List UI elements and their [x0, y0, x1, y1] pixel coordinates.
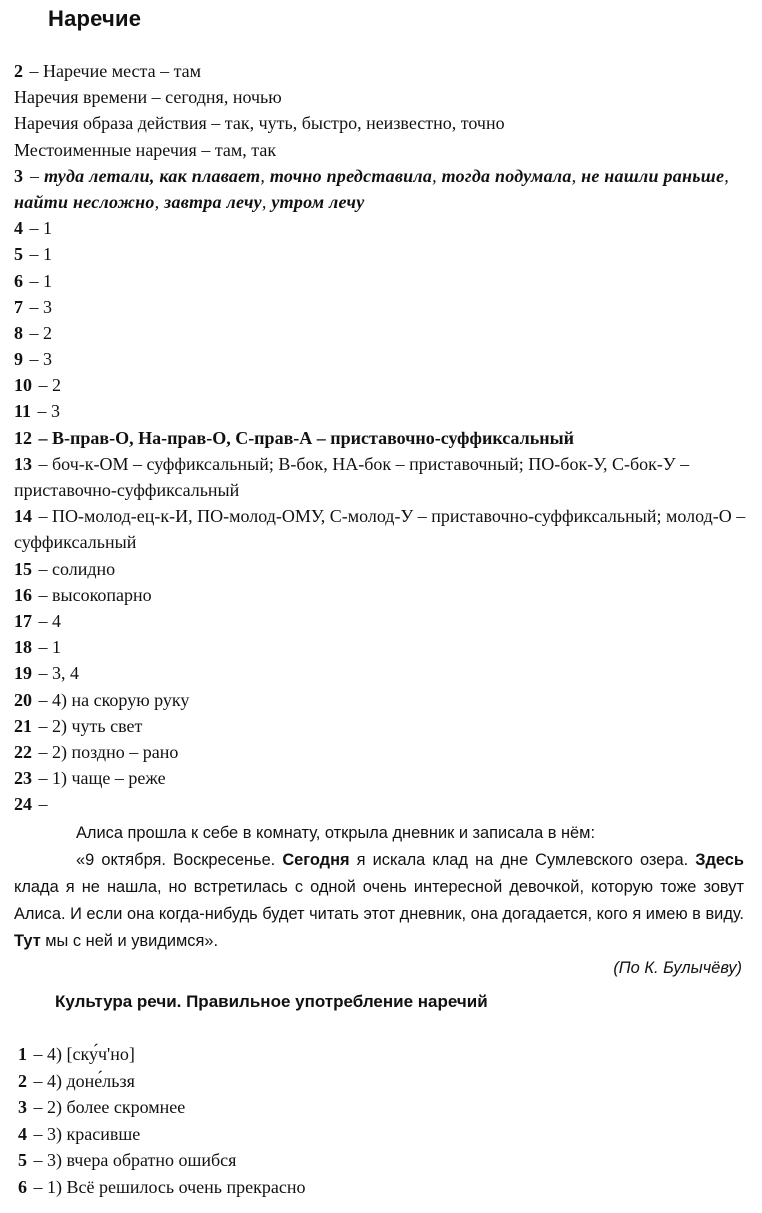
- answer-separator: –: [33, 401, 52, 422]
- answer-number: 2: [14, 61, 23, 81]
- answer-number: 1: [18, 1044, 27, 1064]
- answer-text: 3: [43, 296, 52, 317]
- answer-line: [14, 608, 748, 634]
- answer-separator: –: [25, 61, 43, 81]
- answer-number: 14: [14, 506, 32, 527]
- answer-text: 1: [43, 218, 52, 239]
- answer-line: [14, 687, 748, 713]
- answer-separator: –: [34, 611, 52, 632]
- answer-separator: –: [34, 715, 52, 736]
- answer-number: 11: [14, 401, 32, 422]
- answer-separator: –: [29, 1044, 47, 1064]
- answer-line: [14, 556, 748, 582]
- answer-text: 1: [43, 244, 52, 265]
- answer-separator: –: [34, 584, 52, 605]
- answer-line: [18, 1041, 738, 1068]
- page-title: Наречие: [48, 6, 142, 31]
- answer-separator: –: [25, 322, 43, 343]
- answer-text: Наречия времени – сегодня, ночью: [14, 87, 282, 108]
- answer-number: 19: [14, 663, 32, 684]
- answer-line: [14, 110, 748, 136]
- answer-number: 24: [14, 794, 32, 815]
- excerpt-highlight: Тут: [14, 932, 41, 950]
- answer-number: 6: [18, 1176, 27, 1197]
- answer-number: 5: [18, 1150, 27, 1170]
- answer-separator: –: [34, 794, 48, 815]
- answer-line: [18, 1121, 738, 1148]
- answer-separator: –: [34, 558, 52, 579]
- answer-text: высокопарно: [52, 584, 152, 605]
- answer-text: 1: [43, 270, 52, 291]
- answer-line: [14, 241, 748, 267]
- answers-list: [14, 58, 748, 818]
- answer-separator: –: [29, 1123, 47, 1144]
- answer-line: [18, 1068, 738, 1095]
- answer-line: [14, 346, 748, 372]
- answer-text: 4: [52, 611, 61, 632]
- answer-separator: –: [25, 296, 43, 317]
- phrase-3: точно представила: [269, 165, 433, 186]
- answer-text: 2) более скромнее: [47, 1097, 186, 1117]
- excerpt-paragraph: Алиса прошла к себе в комнату, открыла дневник и записала в нём:: [76, 824, 595, 842]
- answer-line: [14, 791, 748, 817]
- comma: ,: [260, 165, 270, 186]
- excerpt-paragraph: [14, 847, 744, 955]
- excerpt-text: «9 октября. Воскресенье.: [76, 851, 283, 869]
- answer-number: 18: [14, 637, 32, 658]
- answer-separator: –: [34, 689, 52, 710]
- answer-line: [14, 58, 748, 84]
- excerpt-highlight: Здесь: [695, 851, 744, 869]
- answer-text: ПО-молод-ец-к-И, ПО-молод-ОМУ, С-молод-У – приставочно-суффиксальный; молод-О – суффиксальный: [14, 506, 746, 553]
- answer-number: 12: [14, 427, 32, 448]
- excerpt-author: (По К. Булычёву): [613, 959, 742, 977]
- excerpt-text: я искала клад на дне Сумлевского озера.: [349, 851, 696, 869]
- answer-number: 22: [14, 741, 32, 762]
- comma: ,: [154, 191, 165, 212]
- answer-separator: –: [29, 1150, 47, 1170]
- answer-separator: –: [34, 768, 52, 789]
- comma: ,: [261, 191, 272, 212]
- answer-separator: –: [29, 1176, 47, 1197]
- comma: ,: [432, 165, 442, 186]
- answer-separator: –: [29, 1097, 47, 1117]
- answer-number: 4: [14, 218, 23, 239]
- answer-separator: –: [34, 637, 52, 658]
- answer-number: 6: [14, 270, 23, 291]
- answer-line-3: 3 – туда летали, как плавает, точно представила, тогда подумала, не нашли раньше, найти несложно, завтра лечу, утром лечу: [14, 165, 729, 212]
- answer-line: [14, 268, 748, 294]
- answer-number: 7: [14, 296, 23, 317]
- answer-line: [14, 398, 748, 424]
- answer-text: 1) Всё решилось очень прекрасно: [47, 1176, 306, 1197]
- answer-line: [14, 713, 748, 739]
- answer-number: 8: [14, 322, 23, 343]
- answer-text: 1) чаще – реже: [52, 768, 166, 789]
- answer-separator: –: [34, 663, 52, 684]
- answer-number: 20: [14, 689, 32, 710]
- answer-text: 1: [52, 637, 61, 658]
- answer-text: Местоименные наречия – там, так: [14, 139, 277, 160]
- answer-separator: –: [34, 375, 52, 396]
- phrase-1: туда летали: [44, 165, 150, 186]
- answer-separator: –: [25, 218, 43, 239]
- answer-line: [14, 634, 748, 660]
- phrase-6: найти несложно: [14, 191, 155, 212]
- answer-line: [18, 1147, 738, 1174]
- comma: ,: [724, 165, 729, 186]
- answer-text: 3: [43, 349, 52, 370]
- phrase-2: как плавает: [159, 165, 261, 186]
- answer-text: 2: [43, 322, 52, 343]
- excerpt-highlight: Сегодня: [282, 851, 350, 869]
- answer-text: 3) вчера обратно ошибся: [47, 1150, 237, 1170]
- answer-number: 3: [14, 165, 24, 186]
- answer-line: [14, 137, 748, 163]
- answer-number: 5: [14, 244, 23, 265]
- answer-text: 3) красивше: [47, 1123, 141, 1144]
- answer-text: 2) чуть свет: [52, 715, 143, 736]
- answer-text: 4) [ску́ч'но]: [47, 1044, 135, 1064]
- answer-separator: –: [25, 349, 43, 370]
- answer-text: 3: [51, 401, 61, 422]
- answer-separator: –: [25, 270, 43, 291]
- answer-number: 10: [14, 375, 32, 396]
- answer-line-13: 13 – боч-к-ОМ – суффиксальный; В-бок, НА-бок – приставочный; ПО-бок-У, С-бок-У – приставочно-суффиксальный: [14, 453, 690, 501]
- answers-list-2: [18, 1041, 738, 1200]
- answer-text: 4) доне́льзя: [47, 1070, 135, 1091]
- answer-line-12: 12 – В-прав-О, На-прав-О, С-прав-А – приставочно-суффиксальный: [14, 427, 575, 448]
- comma: ,: [571, 165, 582, 186]
- answer-line: [14, 739, 748, 765]
- phrase-4: тогда подумала: [441, 165, 572, 186]
- answer-number: 17: [14, 611, 32, 632]
- comma: ,: [149, 165, 160, 186]
- answer-line: [14, 660, 748, 686]
- answer-separator: –: [25, 244, 43, 265]
- answer-number: 9: [14, 349, 23, 370]
- answer-number: 4: [18, 1123, 27, 1144]
- answer-line: [14, 215, 748, 241]
- answer-text: В-прав-О, На-прав-О, С-прав-А – приставочно-суффиксальный: [52, 427, 575, 448]
- excerpt-text: мы с ней и увидимся».: [40, 932, 219, 950]
- answer-line: [14, 320, 748, 346]
- phrase-7: завтра лечу: [164, 191, 262, 212]
- phrase-5: не нашли раньше: [581, 165, 725, 186]
- answer-separator: –: [29, 1070, 47, 1091]
- answer-line: [14, 372, 748, 398]
- answer-number: 21: [14, 715, 32, 736]
- answer-text: солидно: [52, 558, 116, 579]
- answer-line: [18, 1174, 738, 1201]
- answer-line: [14, 294, 748, 320]
- answer-text: 3, 4: [52, 663, 79, 684]
- answer-number: 15: [14, 558, 32, 579]
- phrase-8: утром лечу: [271, 191, 365, 212]
- answer-line: [14, 765, 748, 791]
- answer-line: [14, 582, 748, 608]
- answer-text: боч-к-ОМ – суффиксальный; В-бок, НА-бок – приставочный; ПО-бок-У, С-бок-У – приставочно-суффиксальный: [14, 453, 690, 501]
- literary-excerpt: [14, 820, 744, 982]
- answer-line: [18, 1094, 738, 1121]
- answer-number: 23: [14, 768, 32, 789]
- answer-line: [14, 84, 748, 110]
- answer-text: Наречие места – там: [43, 61, 202, 81]
- excerpt-text: клада я не нашла, но встретилась с одной очень интересной девочкой, которую тоже зовут Алиса. И если она когда-нибудь будет читать этот дневник, она догадается, кого я имею в виду.: [14, 878, 744, 923]
- answer-number: 16: [14, 584, 32, 605]
- answer-line-14: 14 – ПО-молод-ец-к-И, ПО-молод-ОМУ, С-молод-У – приставочно-суффиксальный; молод-О – суффиксальный: [14, 506, 746, 553]
- answer-number: 3: [18, 1097, 27, 1117]
- answer-text: 2) поздно – рано: [52, 741, 179, 762]
- answer-text: Наречия образа действия – так, чуть, быстро, неизвестно, точно: [14, 113, 505, 134]
- answer-number: 13: [14, 453, 32, 474]
- answer-separator: –: [34, 741, 52, 762]
- answer-text: 4) на скорую руку: [52, 689, 190, 710]
- section-title: Культура речи. Правильное употребление наречий: [55, 992, 488, 1011]
- answer-text: 2: [52, 375, 61, 396]
- answer-number: 2: [18, 1070, 27, 1091]
